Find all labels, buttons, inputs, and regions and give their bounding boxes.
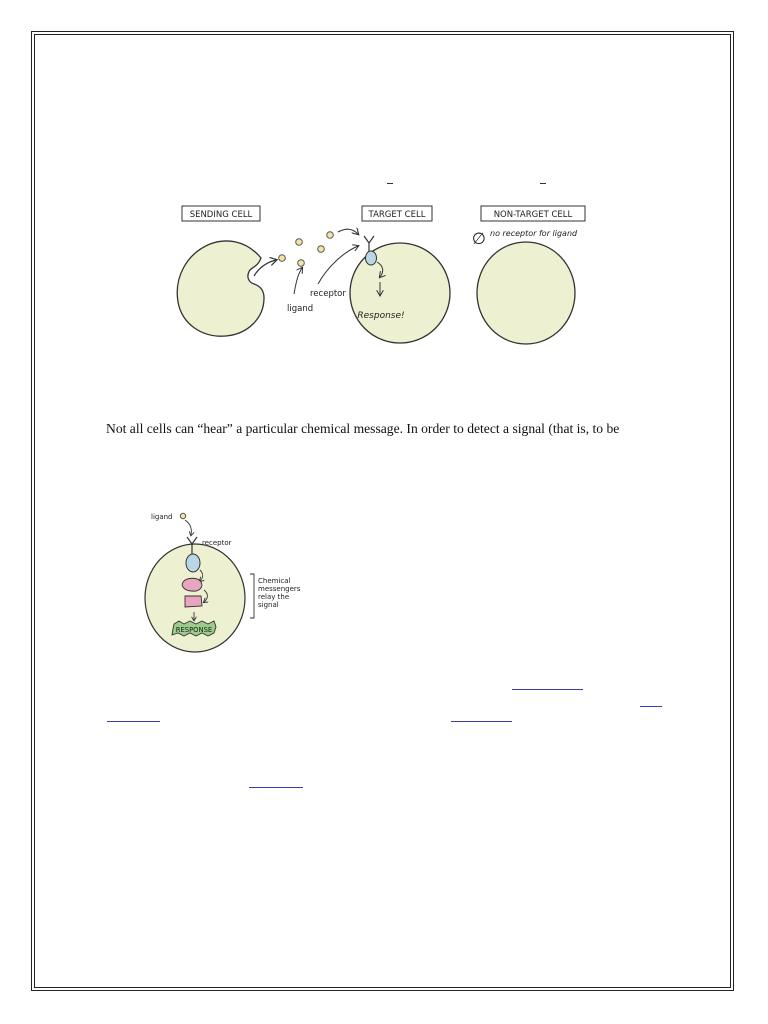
- hyperlink-underline[interactable]: [512, 689, 583, 690]
- messenger-protein: [182, 578, 202, 591]
- cell-signaling-figure: [168, 202, 598, 350]
- hyperlink-underline[interactable]: [249, 787, 303, 788]
- hyperlink-underline[interactable]: [107, 721, 160, 722]
- dash-mark: [540, 183, 546, 184]
- non-target-cell: [477, 242, 575, 344]
- response-label-2: RESPONSE: [175, 626, 213, 634]
- sending-cell-label: SENDING CELL: [189, 210, 253, 220]
- non-target-cell-label: NON-TARGET CELL: [493, 210, 573, 220]
- ligand-molecules: [279, 232, 334, 267]
- target-cell-label: TARGET CELL: [368, 210, 426, 220]
- signal-relay-figure: [140, 508, 320, 658]
- null-symbol: ∅: [472, 229, 486, 248]
- receptor-label-2: receptor: [202, 539, 232, 547]
- hyperlink-underline[interactable]: [640, 706, 662, 707]
- ligand-molecule: [180, 513, 185, 518]
- messengers-note: Chemical messengers relay the signal: [258, 577, 301, 609]
- receptor-label: receptor: [310, 289, 346, 299]
- sending-cell: [177, 241, 264, 336]
- response-label: Response!: [357, 311, 405, 321]
- messenger-protein: [185, 596, 202, 607]
- dash-mark: [387, 183, 393, 184]
- hyperlink-underline[interactable]: [451, 721, 512, 722]
- ligand-label: ligand: [287, 304, 314, 314]
- body-paragraph: Not all cells can “hear” a particular chemical message. In order to detect a signal (that is, to be: [106, 421, 620, 436]
- no-receptor-note: no receptor for ligand: [490, 229, 578, 238]
- page-border: [31, 31, 734, 991]
- ligand-label-2: ligand: [151, 513, 173, 521]
